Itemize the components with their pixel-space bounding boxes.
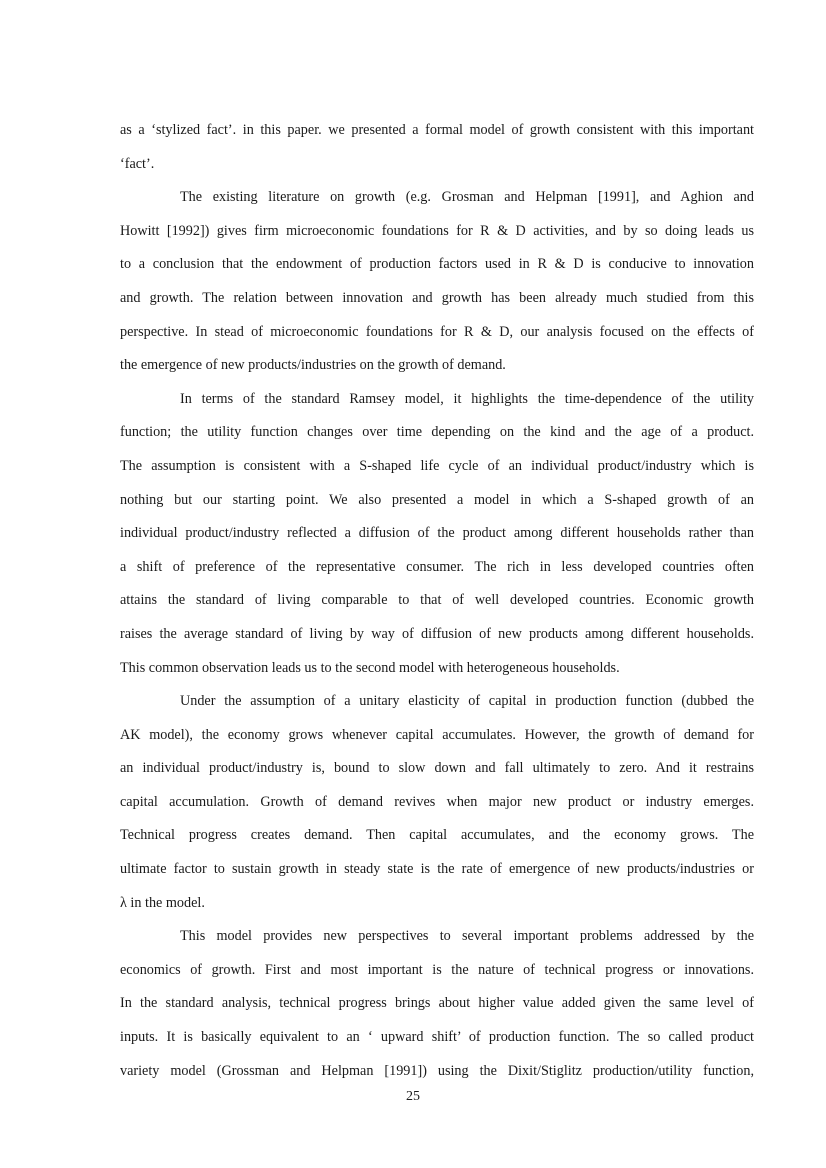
- text-line: a shift of preference of the representative consumer. The rich in less developed countries often: [120, 558, 754, 575]
- text-line: to a conclusion that the endowment of production factors used in R & D is conducive to innovation: [120, 256, 754, 273]
- text-line: and growth. The relation between innovation and growth has been already much studied from this: [120, 289, 754, 306]
- text-line: perspective. In stead of microeconomic foundations for R & D, our analysis focused on the effects of: [120, 323, 754, 340]
- text-line: AK model), the economy grows whenever capital accumulates. However, the growth of demand for: [120, 726, 754, 743]
- text-line: Howitt [1992]) gives firm microeconomic foundations for R & D activities, and by so doing leads us: [120, 222, 754, 239]
- text-line: an individual product/industry is, bound to slow down and fall ultimately to zero. And it restrains: [120, 760, 754, 777]
- body-text: [120, 116, 754, 1090]
- text-line: raises the average standard of living by way of diffusion of new products among different households.: [120, 625, 754, 642]
- text-line: λ in the model.: [120, 894, 205, 911]
- text-line: This model provides new perspectives to several important problems addressed by the: [180, 928, 754, 945]
- text-line: This common observation leads us to the second model with heterogeneous households.: [120, 659, 620, 676]
- text-line: variety model (Grossman and Helpman [1991]) using the Dixit/Stiglitz production/utility function,: [120, 1062, 754, 1079]
- text-line: capital accumulation. Growth of demand revives when major new product or industry emerges.: [120, 793, 754, 810]
- text-line: The existing literature on growth (e.g. Grosman and Helpman [1991], and Aghion and: [180, 189, 754, 206]
- text-line: In terms of the standard Ramsey model, it highlights the time-dependence of the utility: [180, 390, 754, 407]
- text-line: function; the utility function changes over time depending on the kind and the age of a product.: [120, 424, 754, 441]
- text-line: ‘fact’.: [120, 155, 155, 172]
- text-line: individual product/industry reflected a diffusion of the product among different households rather than: [120, 525, 754, 542]
- text-line: economics of growth. First and most important is the nature of technical progress or innovations.: [120, 961, 754, 978]
- text-line: inputs. It is basically equivalent to an ‘ upward shift’ of production function. The so called product: [120, 1029, 754, 1046]
- text-line: as a ‘stylized fact’. in this paper. we presented a formal model of growth consistent with this important: [120, 122, 754, 138]
- text-line: nothing but our starting point. We also presented a model in which a S-shaped growth of an: [120, 491, 754, 508]
- page-number: 25: [406, 1089, 420, 1104]
- text-line: the emergence of new products/industries on the growth of demand.: [120, 357, 506, 374]
- text-line: attains the standard of living comparable to that of well developed countries. Economic growth: [120, 592, 754, 609]
- text-line: The assumption is consistent with a S-shaped life cycle of an individual product/industry which is: [120, 457, 754, 474]
- text-line: Technical progress creates demand. Then capital accumulates, and the economy grows. The: [120, 827, 754, 844]
- text-line: Under the assumption of a unitary elasticity of capital in production function (dubbed the: [180, 693, 754, 710]
- text-line: In the standard analysis, technical progress brings about higher value added given the same level of: [120, 995, 754, 1012]
- text-line: ultimate factor to sustain growth in steady state is the rate of emergence of new products/industries or: [120, 861, 754, 878]
